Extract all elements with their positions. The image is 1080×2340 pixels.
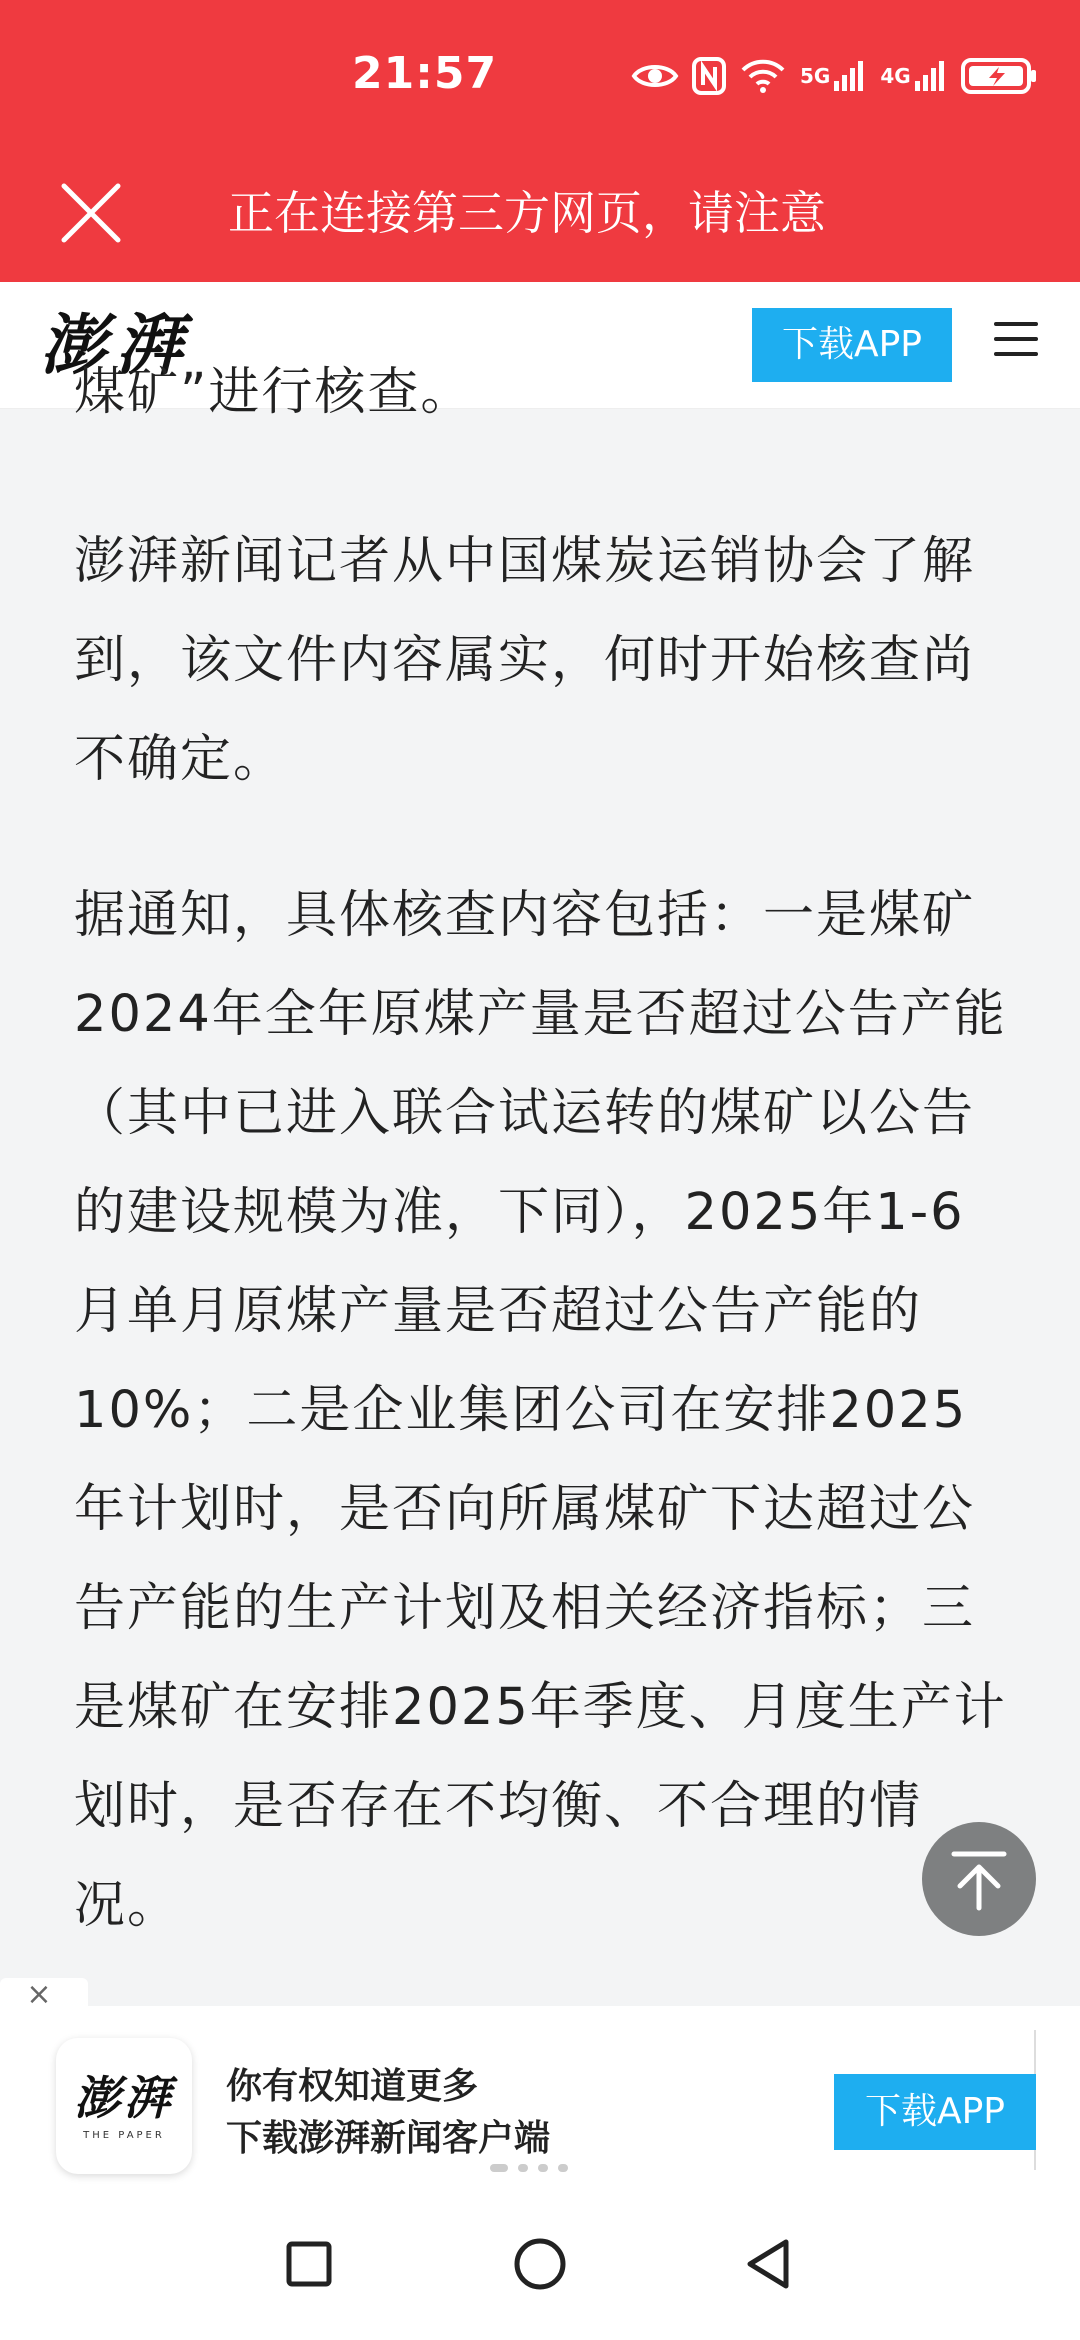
article-partial-line: 煤矿”进行核查。	[74, 363, 474, 422]
app-logo-mark: 澎湃	[74, 2071, 174, 2125]
app-logo-icon	[56, 2038, 192, 2174]
promo-headline: 你有权知道更多	[226, 2066, 479, 2107]
status-icons	[632, 52, 1039, 100]
site-logo[interactable]: 澎湃	[40, 306, 192, 384]
article-paragraph: 澎湃新闻记者从中国煤炭运销协会了解到，该文件内容属实，何时开始核查尚不确定。	[74, 532, 976, 789]
promo-subline: 下载澎湃新闻客户端	[226, 2118, 551, 2159]
carousel-dots	[490, 2164, 568, 2172]
download-app-button[interactable]: 下载APP	[752, 308, 952, 382]
status-bar	[0, 0, 1080, 150]
home-circle-icon[interactable]	[504, 2228, 576, 2300]
app-logo-subtitle: THE PAPER	[83, 2130, 165, 2141]
promo-download-button[interactable]: 下载APP	[834, 2074, 1036, 2150]
eye-icon	[632, 54, 678, 98]
arrow-up-icon	[922, 1822, 1036, 1936]
warning-text: 正在连接第三方网页，请注意	[228, 186, 826, 240]
status-time: 21:57	[352, 48, 498, 99]
promo-close-icon[interactable]: ×	[26, 1977, 52, 2012]
signal-5g-icon: 5G	[800, 54, 866, 98]
nfc-icon	[692, 54, 726, 98]
article-paragraph: 据通知，具体核查内容包括：一是煤矿2024年全年原煤产量是否超过公告产能（其中已进入联合试运转的煤矿以公告的建设规模为准，下同），2025年1-6月单月原煤产量是否超过公告产能的10%；二是企业集团公司在安排2025年计划时，是否向所属煤矿下达超过公告产能的生产计划及相关经济指标；三是煤矿在安排2025年季度、月度生产计划时，是否存在不均衡、不合理的情况。	[74, 886, 1007, 1935]
system-nav-bar	[0, 2186, 1080, 2340]
wifi-icon	[740, 54, 786, 98]
battery-charging-icon	[961, 54, 1039, 98]
third-party-warning-bar	[0, 150, 1080, 282]
recents-square-icon[interactable]	[273, 2228, 345, 2300]
top-banner-area	[0, 0, 1080, 282]
article-body	[0, 363, 1080, 2008]
back-to-top-button[interactable]	[922, 1822, 1036, 1936]
app-promo-banner	[0, 1977, 1080, 2186]
signal-4g-icon: 4G	[880, 54, 946, 98]
back-triangle-icon[interactable]	[734, 2228, 806, 2300]
close-icon[interactable]	[58, 180, 124, 246]
